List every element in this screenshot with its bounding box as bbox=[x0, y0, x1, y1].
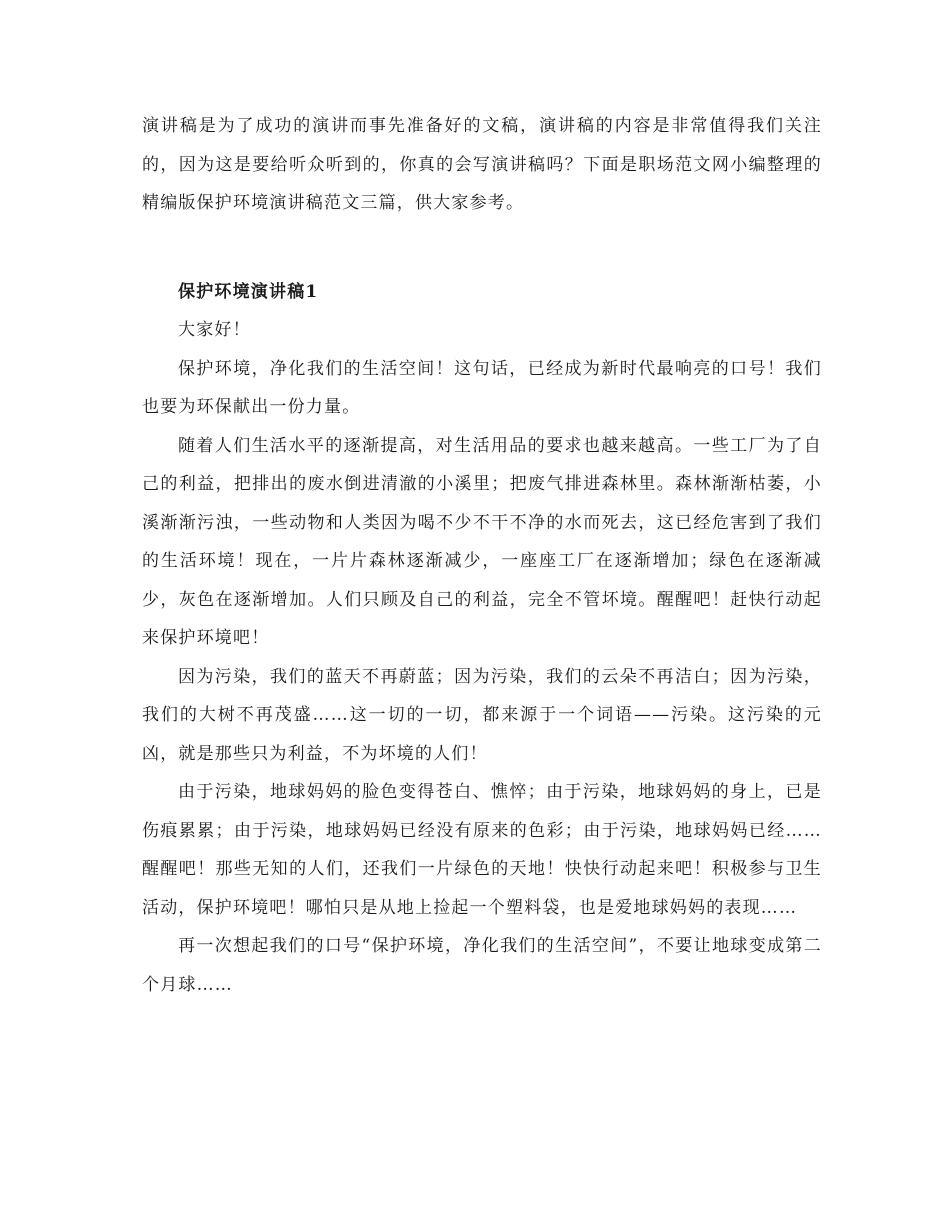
greeting-paragraph: 大家好！ bbox=[178, 320, 251, 340]
section-title: 保护环境演讲稿1 bbox=[178, 281, 319, 302]
body-paragraph-2: 随着人们生活水平的逐渐提高，对生活用品的要求也越来越高。一些工厂为了自己的利益，把排出的废水倒进清澈的小溪里；把废气排进森林里。森林渐渐枯萎，小溪渐渐污浊，一些动物和人类因为喝不少不干不净的水而死去，这已经危害到了我们的生活环境！现在，一片片森林逐渐减少，一座座工厂在逐渐增加；绿色在逐渐减少，灰色在逐渐增加。人们只顾及自己的利益，完全不管坏境。醒醒吧！赶快行动起来保护环境吧！ bbox=[142, 435, 822, 648]
body-paragraph-3: 因为污染，我们的蓝天不再蔚蓝；因为污染，我们的云朵不再洁白；因为污染，我们的大树不再茂盛……这一切的一切，都来源于一个词语——污染。这污染的元凶，就是那些只为利益，不为坏境的人们！ bbox=[142, 666, 822, 764]
section-spacer bbox=[142, 223, 822, 273]
body-paragraph-4: 由于污染，地球妈妈的脸色变得苍白、憔悴；由于污染，地球妈妈的身上，已是伤痕累累；由于污染，地球妈妈已经没有原来的色彩；由于污染，地球妈妈已经……醒醒吧！那些无知的人们，还我们一片绿色的天地！快快行动起来吧！积极参与卫生活动，保护环境吧！哪怕只是从地上捡起一个塑料袋，也是爱地球妈妈的表现…… bbox=[142, 782, 822, 918]
intro-paragraph: 演讲稿是为了成功的演讲而事先准备好的文稿，演讲稿的内容是非常值得我们关注的，因为这是要给听众听到的，你真的会写演讲稿吗？下面是职场范文网小编整理的精编版保护环境演讲稿范文三篇，供大家参考。 bbox=[142, 116, 822, 213]
body-paragraph-1: 保护环境，净化我们的生活空间！这句话，已经成为新时代最响亮的口号！我们也要为环保献出一份力量。 bbox=[142, 358, 822, 417]
body-paragraph-5: 再一次想起我们的口号“保护环境，净化我们的生活空间”，不要让地球变成第二个月球…… bbox=[142, 936, 822, 995]
document-page bbox=[142, 107, 822, 1004]
